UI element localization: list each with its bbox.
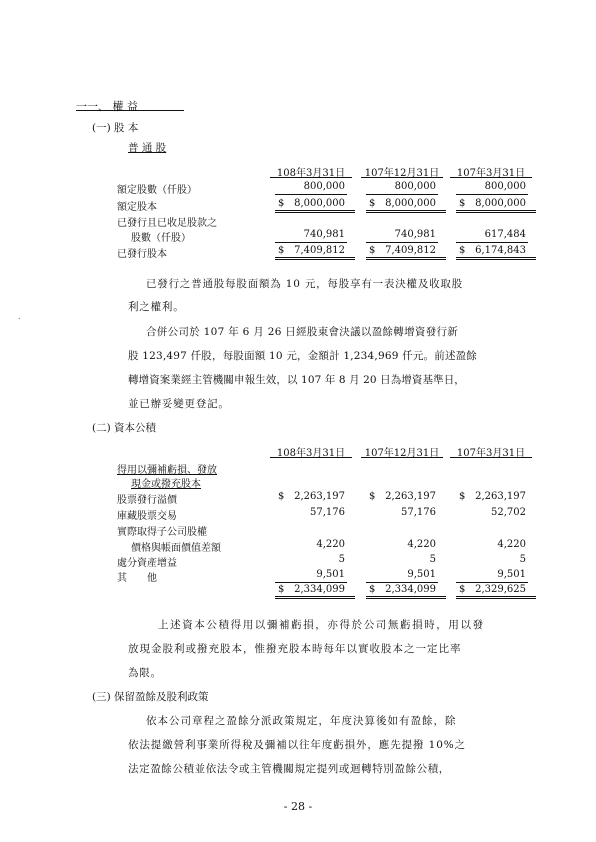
surplus-paragraph: 上述資本公積得用以彌補虧損，亦得於公司無虧損時，用以發 bbox=[158, 619, 485, 631]
double-rule bbox=[366, 257, 446, 260]
currency-symbol: $ bbox=[459, 198, 466, 209]
surplus-row-label: 價格與帳面價值差額 bbox=[131, 543, 221, 554]
double-rule bbox=[275, 596, 355, 599]
capital-paragraph-2: 股 123,497 仟股，每股面額 10 元，金額計 1,234,969 仟元。前述盈餘 bbox=[128, 350, 478, 362]
currency-symbol: $ bbox=[369, 584, 376, 595]
rule bbox=[456, 582, 528, 583]
retained-earnings-heading: (三) 保留盈餘及股利政策 bbox=[92, 691, 209, 703]
capital-col-1-rule bbox=[270, 177, 352, 178]
rule bbox=[366, 582, 438, 583]
surplus-cell: 2,263,197 bbox=[385, 491, 436, 502]
surplus-total: 2,334,099 bbox=[294, 584, 345, 595]
surplus-row-label: 處分資產增益 bbox=[117, 558, 177, 569]
capital-col-2-rule bbox=[361, 177, 443, 178]
rule bbox=[275, 242, 347, 243]
surplus-cell: 9,501 bbox=[316, 569, 345, 580]
surplus-col-2-rule bbox=[361, 457, 443, 458]
section-heading-rule bbox=[76, 110, 184, 111]
capital-cell: 8,000,000 bbox=[294, 198, 345, 209]
capital-cell: 7,409,812 bbox=[385, 245, 436, 256]
currency-symbol: $ bbox=[278, 245, 285, 256]
surplus-col-1: 108年3月31日 bbox=[276, 448, 346, 459]
retained-earnings-paragraph: 依法提繳營利事業所得稅及彌補以往年度虧損外，應先提撥 10%之 bbox=[128, 739, 467, 751]
surplus-cell: 5 bbox=[338, 554, 345, 565]
capital-paragraph-2: 轉增資案業經主管機關申報生效，以 107 年 8 月 20 日為增資基準日， bbox=[128, 374, 465, 386]
surplus-row-label: 其 他 bbox=[117, 573, 157, 584]
double-rule bbox=[456, 596, 536, 599]
capital-col-2: 107年12月31日 bbox=[364, 168, 440, 179]
capital-paragraph-2: 並已辦妥變更登記。 bbox=[128, 398, 230, 410]
surplus-group-label: 現金或撥充股本 bbox=[131, 479, 201, 490]
capital-surplus-heading: (二) 資本公積 bbox=[92, 422, 157, 434]
capital-row-label: 已發行股本 bbox=[117, 249, 167, 260]
surplus-col-1-rule bbox=[270, 457, 352, 458]
surplus-cell: 57,176 bbox=[310, 507, 345, 518]
surplus-cell: 2,263,197 bbox=[294, 491, 345, 502]
currency-symbol: $ bbox=[459, 584, 466, 595]
margin-mark: . bbox=[18, 312, 21, 321]
rule bbox=[456, 242, 528, 243]
capital-paragraph-1: 已發行之普通股每股面額為 10 元，每股享有一表決權及收取股 bbox=[146, 278, 464, 290]
capital-row-label: 額定股數（仟股） bbox=[117, 185, 197, 196]
capital-cell: 740,981 bbox=[303, 229, 345, 240]
double-rule bbox=[275, 210, 355, 213]
currency-symbol: $ bbox=[278, 198, 285, 209]
capital-row-label: 已發行且已收足股款之 bbox=[117, 218, 217, 229]
surplus-cell: 5 bbox=[519, 554, 526, 565]
surplus-paragraph: 為限。 bbox=[128, 667, 162, 679]
capital-cell: 800,000 bbox=[484, 181, 526, 192]
currency-symbol: $ bbox=[278, 491, 285, 502]
surplus-total: 2,329,625 bbox=[475, 584, 526, 595]
rule bbox=[366, 194, 438, 195]
capital-cell: 800,000 bbox=[303, 181, 345, 192]
capital-row-label: 股數（仟股） bbox=[131, 233, 191, 244]
double-rule bbox=[456, 257, 536, 260]
surplus-paragraph: 放現金股利或撥充股本，惟撥充股本時每年以實收股本之一定比率 bbox=[128, 643, 462, 655]
section-heading: 一一、 權 益 bbox=[76, 100, 138, 113]
rule bbox=[275, 194, 347, 195]
capital-cell: 740,981 bbox=[394, 229, 436, 240]
capital-paragraph-1: 利之權利。 bbox=[128, 301, 185, 313]
double-rule bbox=[366, 596, 446, 599]
double-rule bbox=[366, 210, 446, 213]
rule bbox=[456, 194, 528, 195]
currency-symbol: $ bbox=[278, 584, 285, 595]
capital-col-1: 108年3月31日 bbox=[276, 168, 346, 179]
surplus-col-3: 107年3月31日 bbox=[456, 448, 526, 459]
surplus-group-label: 得用以彌補虧損、發放 bbox=[117, 465, 217, 476]
surplus-cell: 4,220 bbox=[497, 539, 526, 550]
capital-heading: (一) 股 本 bbox=[92, 122, 139, 134]
page-number: - 28 - bbox=[283, 800, 313, 813]
surplus-row-label: 庫藏股票交易 bbox=[117, 511, 177, 522]
capital-row-label: 額定股本 bbox=[117, 202, 157, 213]
capital-col-3: 107年3月31日 bbox=[456, 168, 526, 179]
surplus-col-3-rule bbox=[450, 457, 532, 458]
surplus-cell: 4,220 bbox=[407, 539, 436, 550]
currency-symbol: $ bbox=[459, 245, 466, 256]
capital-cell: 8,000,000 bbox=[475, 198, 526, 209]
capital-paragraph-2: 合併公司於 107 年 6 月 26 日經股東會決議以盈餘轉增資發行新 bbox=[146, 326, 459, 338]
capital-cell: 8,000,000 bbox=[385, 198, 436, 209]
capital-col-3-rule bbox=[450, 177, 532, 178]
capital-cell: 6,174,843 bbox=[475, 245, 526, 256]
capital-cell: 7,409,812 bbox=[294, 245, 345, 256]
currency-symbol: $ bbox=[369, 491, 376, 502]
surplus-cell: 9,501 bbox=[497, 569, 526, 580]
surplus-cell: 2,263,197 bbox=[475, 491, 526, 502]
surplus-cell: 52,702 bbox=[491, 507, 526, 518]
retained-earnings-paragraph: 法定盈餘公積並依法令或主管機關規定提列或迴轉特別盈餘公積， bbox=[128, 763, 450, 775]
currency-symbol: $ bbox=[369, 245, 376, 256]
surplus-cell: 4,220 bbox=[316, 539, 345, 550]
rule bbox=[275, 582, 347, 583]
double-rule bbox=[275, 257, 355, 260]
surplus-cell: 9,501 bbox=[407, 569, 436, 580]
currency-symbol: $ bbox=[459, 491, 466, 502]
double-rule bbox=[456, 210, 536, 213]
rule bbox=[366, 242, 438, 243]
currency-symbol: $ bbox=[369, 198, 376, 209]
capital-cell: 800,000 bbox=[394, 181, 436, 192]
surplus-row-label: 實際取得子公司股權 bbox=[117, 527, 207, 538]
surplus-cell: 57,176 bbox=[401, 507, 436, 518]
surplus-cell: 5 bbox=[429, 554, 436, 565]
surplus-col-2: 107年12月31日 bbox=[364, 448, 440, 459]
retained-earnings-paragraph: 依本公司章程之盈餘分派政策規定，年度決算後如有盈餘，除 bbox=[146, 715, 457, 727]
surplus-row-label: 股票發行溢價 bbox=[117, 495, 177, 506]
surplus-total: 2,334,099 bbox=[385, 584, 436, 595]
capital-cell: 617,484 bbox=[484, 229, 526, 240]
capital-subheading: 普 通 股 bbox=[128, 142, 167, 154]
